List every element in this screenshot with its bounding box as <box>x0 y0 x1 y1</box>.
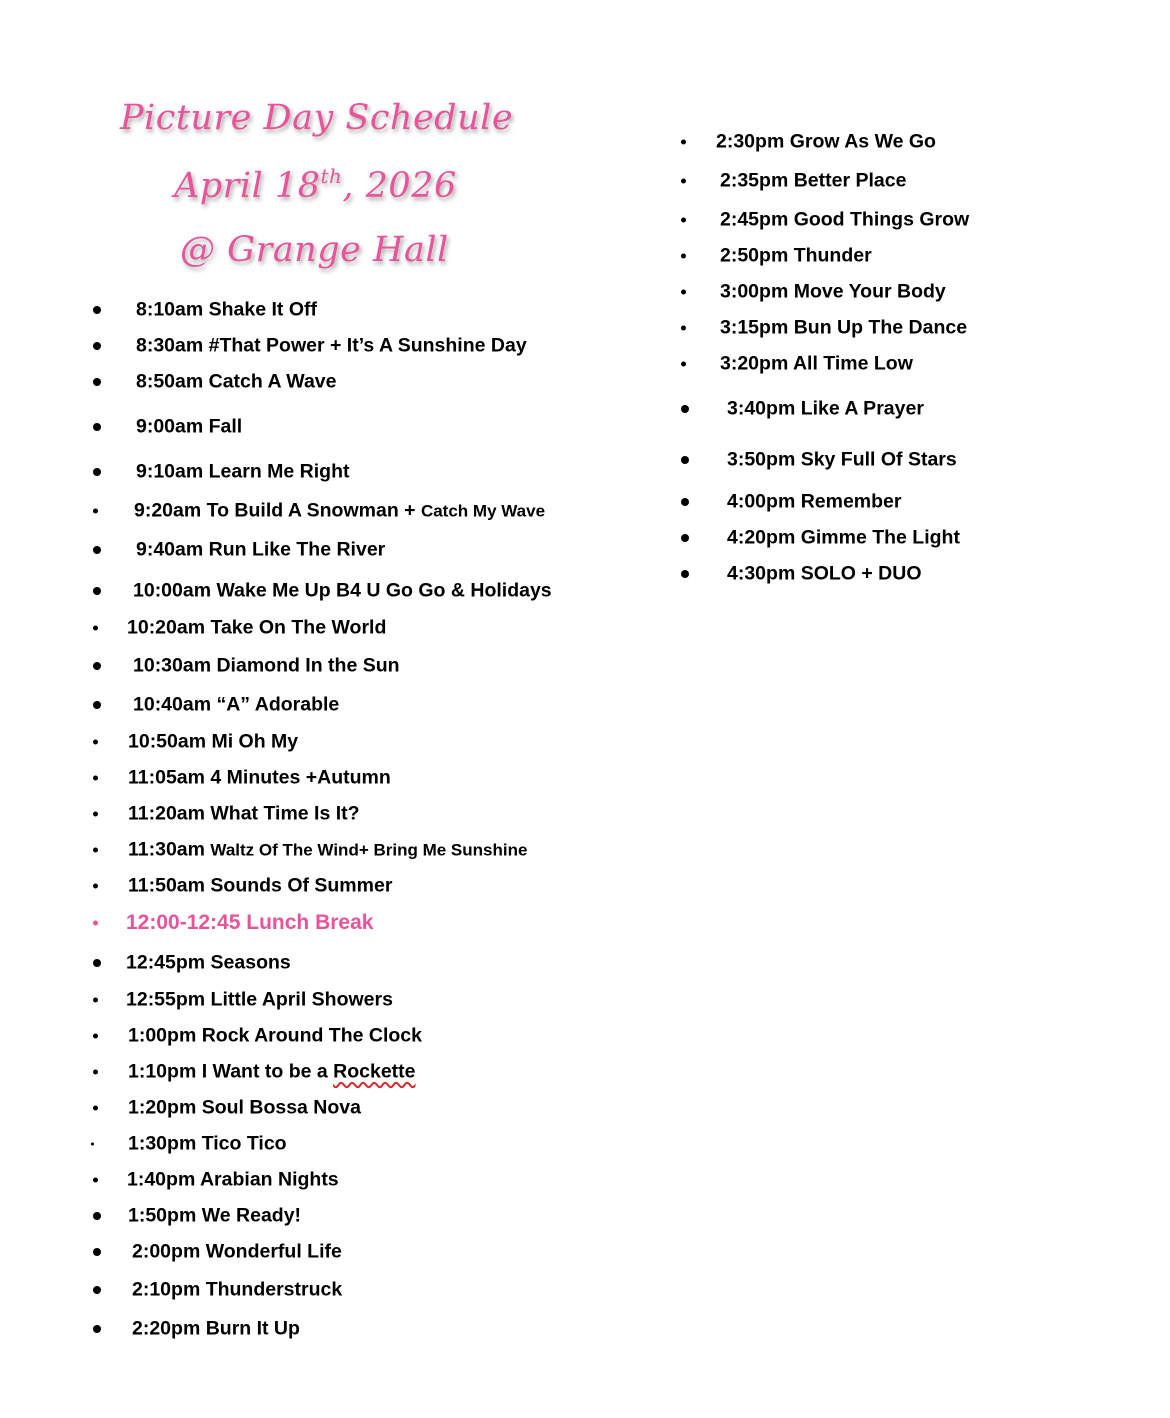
bullet-icon <box>681 254 686 259</box>
bullet-icon <box>93 1325 101 1333</box>
schedule-item-label <box>126 952 291 975</box>
schedule-item-label <box>128 1133 287 1156</box>
schedule-item-text: 9:10am Learn Me Right <box>136 460 350 483</box>
schedule-item-text: 8:10am Shake It Off <box>136 298 317 321</box>
schedule-item-label <box>128 839 527 862</box>
schedule-item-text: 9:00am Fall <box>136 415 243 438</box>
bullet-icon <box>93 1106 98 1111</box>
schedule-item <box>0 205 1170 235</box>
schedule-item-label <box>720 353 913 376</box>
schedule-item-label <box>727 398 924 421</box>
schedule-item-label <box>128 731 298 754</box>
schedule-item-text: 12:00-12:45 Lunch Break <box>126 911 374 934</box>
schedule-item <box>0 166 1170 196</box>
title-line-1: Picture Day Schedule <box>120 98 514 138</box>
schedule-item <box>0 948 1170 978</box>
bullet-icon <box>93 812 98 817</box>
schedule-item-text: 10:00am Wake Me Up B4 U Go Go & Holidays <box>133 579 552 602</box>
bullet-icon <box>93 848 98 853</box>
schedule-item <box>0 394 1170 424</box>
schedule-item-text: 12:55pm Little April Showers <box>126 988 393 1011</box>
schedule-item-label <box>727 449 957 472</box>
schedule-item <box>0 651 1170 681</box>
schedule-item <box>0 1165 1170 1195</box>
schedule-item-label <box>720 281 946 304</box>
schedule-item <box>0 1237 1170 1267</box>
schedule-item-label <box>128 1205 301 1228</box>
bullet-icon <box>93 1212 101 1220</box>
schedule-item <box>0 241 1170 271</box>
bullet-icon <box>93 378 101 386</box>
bullet-icon <box>91 1143 94 1146</box>
bullet-icon <box>681 570 689 578</box>
schedule-item-text: 11:50am Sounds Of Summer <box>128 874 393 897</box>
schedule-item <box>0 445 1170 475</box>
schedule-item-label <box>720 209 969 232</box>
title-line-3: @ Grange Hall <box>180 230 449 270</box>
bullet-icon <box>681 362 686 367</box>
bullet-icon <box>93 1070 98 1075</box>
schedule-item-label <box>132 1241 342 1264</box>
schedule-item-label <box>128 1025 422 1048</box>
schedule-item-text: 2:00pm Wonderful Life <box>132 1240 342 1263</box>
bullet-icon <box>93 884 98 889</box>
schedule-item-text: 10:20am Take On The World <box>127 616 387 639</box>
schedule-item <box>0 127 1170 157</box>
schedule-item-text: 1:30pm Tico Tico <box>128 1132 287 1155</box>
schedule-item-text: 3:15pm Bun Up The Dance <box>720 316 968 339</box>
schedule-item <box>0 727 1170 757</box>
schedule-item-text: 3:50pm Sky Full Of Stars <box>727 448 957 471</box>
schedule-item-extra: Waltz Of The Wind+ Bring Me Sunshine <box>210 840 528 860</box>
bullet-icon <box>681 456 689 464</box>
schedule-item-text: 8:50am Catch A Wave <box>136 370 337 393</box>
schedule-item <box>0 277 1170 307</box>
schedule-item-text: 9:20am To Build A Snowman + <box>134 499 421 522</box>
schedule-item <box>0 523 1170 553</box>
schedule-item-label <box>128 1097 361 1120</box>
bullet-icon <box>681 405 689 413</box>
schedule-item <box>0 1057 1170 1087</box>
schedule-item-label <box>128 803 360 826</box>
schedule-item-text: 1:00pm Rock Around The Clock <box>128 1024 422 1047</box>
bullet-icon <box>93 423 101 431</box>
schedule-item <box>0 487 1170 517</box>
schedule-item <box>0 313 1170 343</box>
schedule-item <box>0 1275 1170 1305</box>
bullet-icon <box>681 290 686 295</box>
schedule-item-text: 2:35pm Better Place <box>720 169 907 192</box>
bullet-icon <box>681 179 686 184</box>
schedule-item-text: 4:20pm Gimme The Light <box>727 526 960 549</box>
bullet-icon <box>681 140 686 145</box>
schedule-item-label <box>720 317 967 340</box>
bullet-icon <box>93 701 101 709</box>
bullet-icon <box>93 959 101 967</box>
bullet-icon <box>93 1286 101 1294</box>
bullet-icon <box>93 776 98 781</box>
schedule-item-text: 12:45pm Seasons <box>126 951 291 974</box>
title-date-suffix: th <box>320 164 343 188</box>
bullet-icon <box>681 534 689 542</box>
schedule-item-label <box>132 1318 300 1341</box>
schedule-item <box>0 835 1170 865</box>
schedule-item-label <box>132 1279 342 1302</box>
schedule-item <box>0 1201 1170 1231</box>
schedule-item-label <box>133 694 339 717</box>
schedule-item-text: 3:20pm All Time Low <box>720 352 913 375</box>
schedule-item-text: 3:40pm Like A Prayer <box>727 397 924 420</box>
schedule-item-text: 9:40am Run Like The River <box>136 538 386 561</box>
title-year: , 2026 <box>342 166 457 206</box>
schedule-item-text: 2:20pm Burn It Up <box>132 1317 300 1340</box>
lunch-break-label <box>126 911 373 935</box>
schedule-item <box>0 799 1170 829</box>
schedule-item <box>0 1129 1170 1159</box>
schedule-item-label <box>727 563 922 586</box>
schedule-item-text: 2:50pm Thunder <box>720 244 872 267</box>
schedule-item-text: 2:30pm Grow As We Go <box>716 130 936 153</box>
schedule-item-text: 11:05am 4 Minutes +Autumn <box>128 766 391 789</box>
schedule-item-text: 11:30am <box>128 838 211 861</box>
schedule-item <box>0 690 1170 720</box>
bullet-icon <box>681 326 686 331</box>
schedule-item-text: 11:20am What Time Is It? <box>128 802 360 825</box>
bullet-icon <box>93 1248 101 1256</box>
schedule-item-text: 10:30am Diamond In the Sun <box>133 654 400 677</box>
schedule-item-text: 4:00pm Remember <box>727 490 902 513</box>
schedule-item-text: 2:45pm Good Things Grow <box>720 208 970 231</box>
bullet-icon <box>93 1034 98 1039</box>
bullet-icon <box>681 218 686 223</box>
schedule-item-text: 1:20pm Soul Bossa Nova <box>128 1096 361 1119</box>
schedule-item <box>0 349 1170 379</box>
schedule-item-label <box>128 1061 416 1084</box>
schedule-item-text: 3:00pm Move Your Body <box>720 280 946 303</box>
schedule-item <box>0 559 1170 589</box>
bullet-icon <box>93 740 98 745</box>
schedule-item-text: 10:40am “A” Adorable <box>133 693 340 716</box>
schedule-item <box>0 871 1170 901</box>
schedule-item-text: 10:50am Mi Oh My <box>128 730 299 753</box>
schedule-item-label <box>126 989 393 1012</box>
bullet-icon <box>93 626 98 631</box>
spellcheck-flagged-word: Rockette <box>333 1060 416 1083</box>
schedule-item-label <box>127 1169 339 1192</box>
schedule-item-label <box>127 617 386 640</box>
schedule-item-text: 2:10pm Thunderstruck <box>132 1278 343 1301</box>
schedule-item <box>0 763 1170 793</box>
schedule-item <box>0 985 1170 1015</box>
bullet-icon <box>93 1178 98 1183</box>
schedule-item <box>0 908 1170 938</box>
schedule-item-text: 4:30pm SOLO + DUO <box>727 562 922 585</box>
bullet-icon <box>93 998 98 1003</box>
schedule-item <box>0 1021 1170 1051</box>
schedule-item-text: 1:10pm I Want to be a <box>128 1060 334 1083</box>
schedule-item-extra: Catch My Wave <box>420 501 546 521</box>
schedule-item-label <box>727 527 960 550</box>
bullet-icon <box>681 498 689 506</box>
schedule-item <box>0 613 1170 643</box>
title-date: April 18 <box>174 166 321 206</box>
bullet-icon <box>93 662 101 670</box>
schedule-item-label <box>720 245 872 268</box>
schedule-item-label <box>128 767 391 790</box>
schedule-item-text: 8:30am #That Power + It’s A Sunshine Day <box>136 334 527 357</box>
schedule-item <box>0 1314 1170 1344</box>
schedule-item <box>0 1093 1170 1123</box>
bullet-icon <box>93 921 98 926</box>
schedule-item-text: 1:50pm We Ready! <box>128 1204 302 1227</box>
schedule-item-label <box>727 491 902 514</box>
schedule-item-label <box>128 875 392 898</box>
schedule-item-label <box>133 655 400 678</box>
schedule-item-label <box>720 170 906 193</box>
schedule-item-text: 1:40pm Arabian Nights <box>127 1168 339 1191</box>
schedule-item-label <box>716 131 936 154</box>
